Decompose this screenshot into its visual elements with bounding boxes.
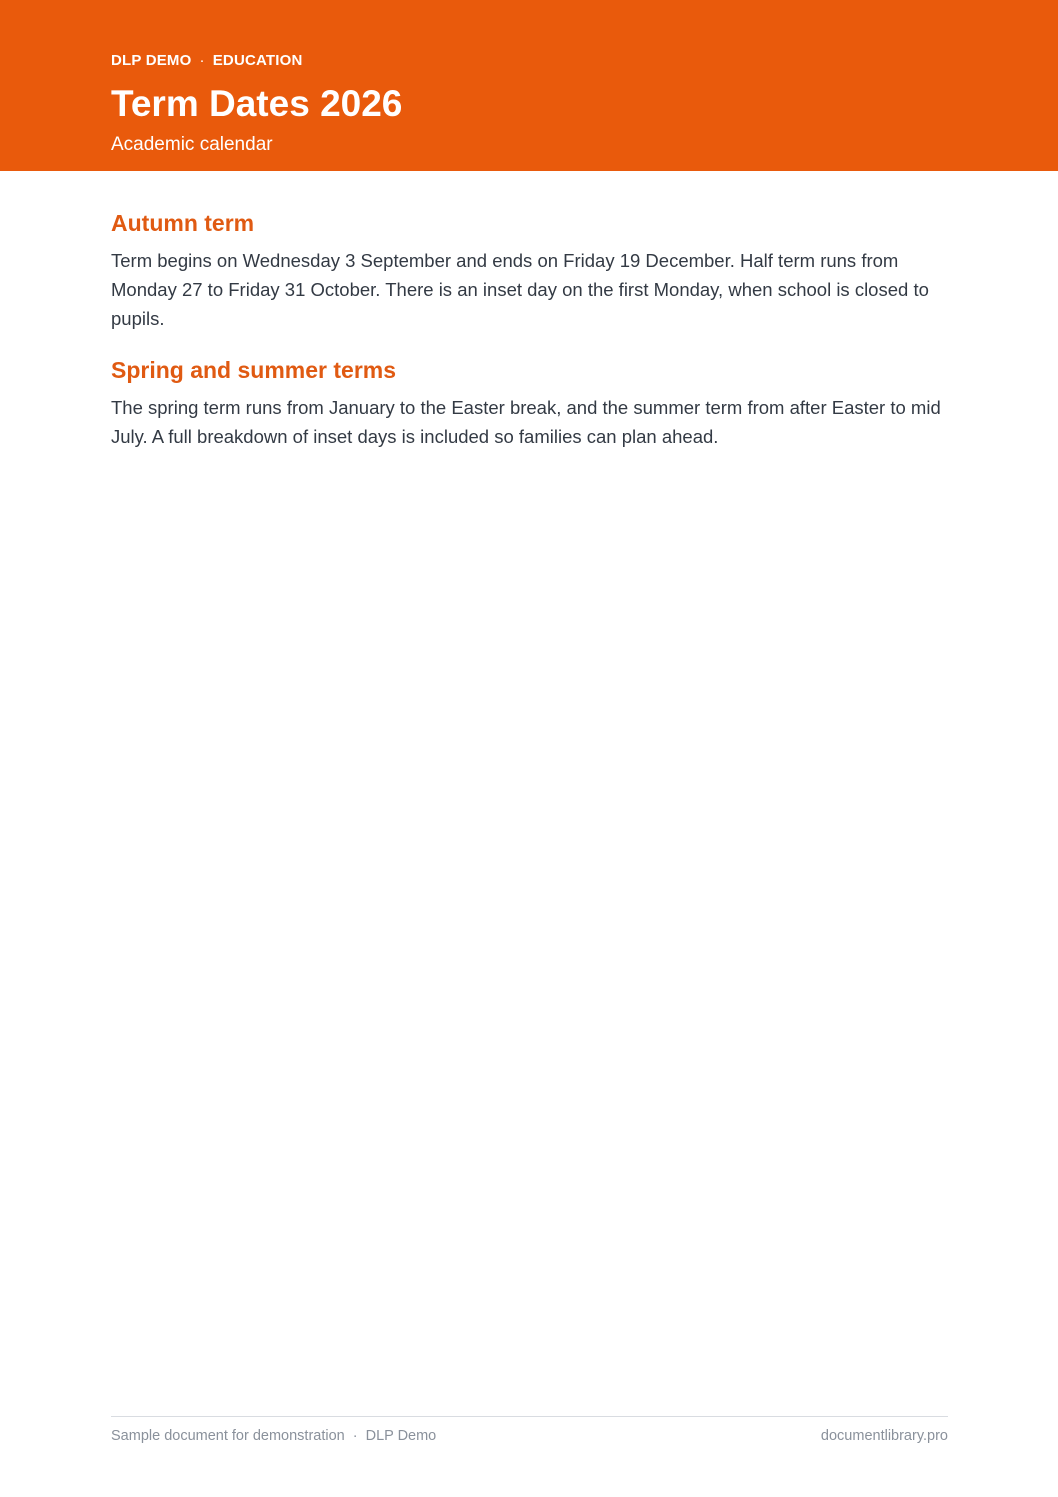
document-title: Term Dates 2026 <box>111 83 403 124</box>
section-heading: Spring and summer terms <box>111 357 397 383</box>
document-subtitle: Academic calendar <box>111 134 273 155</box>
eyebrow <box>111 52 303 69</box>
footer-separator: · <box>352 1428 358 1444</box>
section-autumn-term <box>111 208 951 333</box>
eyebrow-separator: · <box>199 52 205 69</box>
section-spring-summer-terms <box>111 355 951 451</box>
footer-divider <box>111 1416 948 1417</box>
footer-note-text: Sample document for demonstration <box>111 1428 345 1444</box>
footer-note <box>111 1428 436 1444</box>
eyebrow-category: EDUCATION <box>212 52 303 69</box>
section-paragraph: Term begins on Wednesday 3 September and ends on Friday 19 December. Half term runs from Monday 27 to Friday 31 October. There is an inset day on the first Monday, when school is closed to pupils. <box>111 250 929 329</box>
footer-website: documentlibrary.pro <box>820 1428 948 1444</box>
eyebrow-brand: DLP DEMO <box>111 52 192 69</box>
document-header <box>0 0 1058 171</box>
document-body <box>111 208 951 451</box>
section-heading: Autumn term <box>111 210 255 236</box>
footer-brand: DLP Demo <box>365 1428 437 1444</box>
section-paragraph: The spring term runs from January to the Easter break, and the summer term from after Easter to mid July. A full breakdown of inset days is included so families can plan ahead. <box>111 397 941 447</box>
